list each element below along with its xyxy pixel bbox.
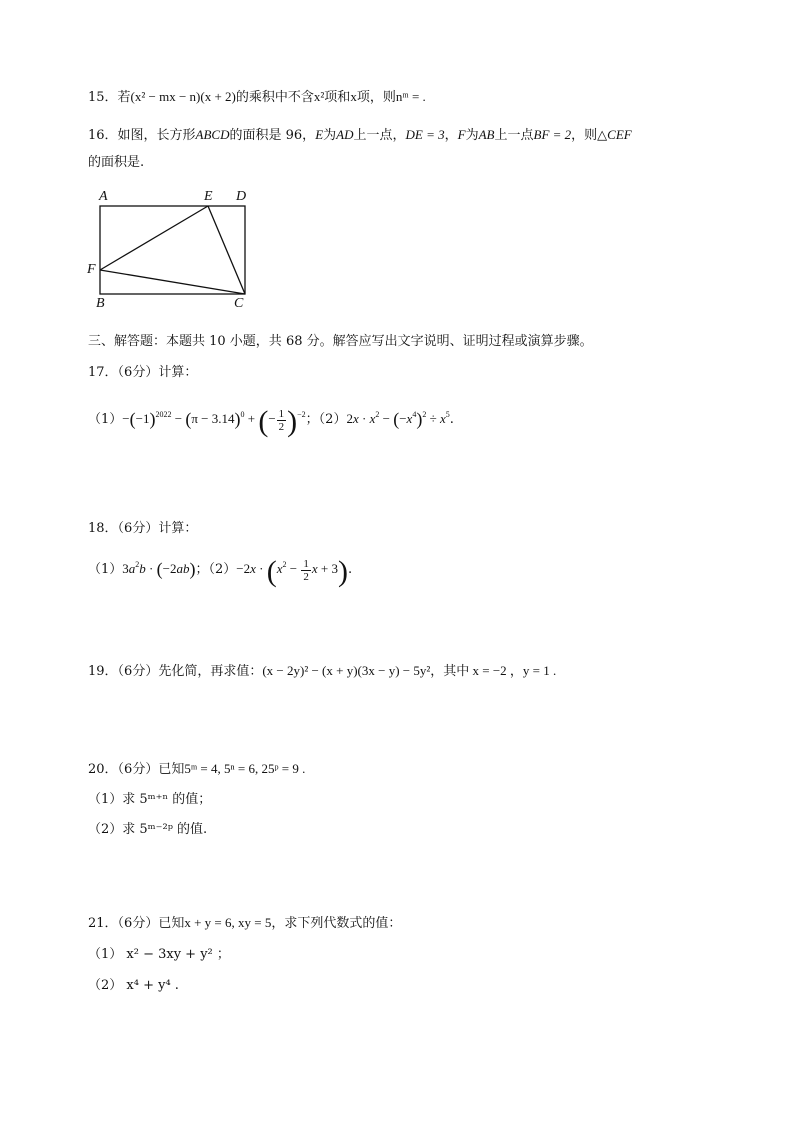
q17-end: . — [449, 412, 454, 427]
q16-text-2: 为 — [323, 128, 337, 143]
label-d: D — [236, 189, 247, 204]
q16-text-6: 上一点 — [494, 128, 534, 143]
segment-fe — [100, 206, 208, 270]
q20-condition: 5ᵐ = 4, 5ⁿ = 6, 25ᵖ = 9 . — [184, 761, 306, 776]
q20-sub-1: （1）求 5ᵐ⁺ⁿ 的值； — [88, 792, 212, 807]
q17-part-1-label: （1） — [88, 412, 123, 427]
q18-end: . — [347, 562, 353, 577]
q16-text-1: 的面积是 96， — [229, 128, 316, 143]
q21-tail: ，求下列代数式的值： — [271, 916, 402, 931]
label-a: A — [99, 189, 108, 204]
q16-ad: AD — [336, 127, 354, 142]
rectangle-abcd — [100, 206, 245, 294]
question-19 — [88, 662, 556, 681]
label-e: E — [204, 189, 213, 204]
q17-title: 17．（6分）计算： — [88, 365, 198, 380]
q21-sub-2: （2） x⁴ + y⁴ . — [88, 978, 179, 993]
q16-de: DE = 3 — [405, 127, 445, 142]
q16-text-5: 为 — [465, 128, 479, 143]
q20-title: 20．（6分）已知 — [88, 762, 185, 777]
question-20 — [88, 760, 305, 779]
q15-x2: x² — [313, 89, 325, 104]
q16-line-2: 的面积是. — [88, 155, 145, 170]
section-3-heading: 三、解答题：本题共 10 小题，共 68 分。解答应写出文字说明、证明过程或演算步骤。 — [88, 334, 593, 349]
q19-expression: (x − 2y)² − (x + y)(3x − y) − 5y² — [262, 663, 431, 678]
q15-end: 项，则 — [356, 90, 396, 105]
q15-and: 项和 — [324, 90, 351, 105]
q18-title: 18．（6分）计算： — [88, 521, 198, 536]
q19-title: 19．（6分）先化简，再求值： — [88, 664, 263, 679]
q18-expression: $(1)3a^2b \cdot (-2ab)$；$(2)-2x \cdot (x^2$ − $\frac{1}{2}$ x + 3). — [88, 555, 353, 588]
q16-e: E — [315, 127, 324, 142]
q15-text: 的乘积中不含 — [235, 90, 314, 105]
label-c: C — [234, 296, 244, 311]
q16-number: 16．如图，长方形 — [88, 128, 196, 143]
q16-text-3: 上一点， — [353, 128, 406, 143]
q21-sub-1: （1） x² − 3xy + y² ； — [88, 947, 230, 962]
q19-condition: ，其中 x = −2 ，y = 1 . — [430, 663, 557, 678]
label-f: F — [87, 262, 96, 277]
question-15 — [88, 88, 426, 107]
segment-fc — [100, 270, 245, 294]
segment-ec — [208, 206, 245, 294]
q17-part-2-label: ；（2） — [305, 412, 347, 427]
q16-ab: AB — [478, 127, 495, 142]
q15-number: 15．若 — [88, 90, 131, 105]
q15-nm: nᵐ — [395, 89, 409, 104]
q17-expression: $(1)-(-1)^{2022} - (\pi - 3.14)^0$ + (− $\frac{1}{2}$ )$^{-2}$；$(2)2x \cdot x^2 - (-x^4)^2 \div x^5$. — [88, 405, 454, 438]
q16-bf: BF = 2 — [533, 127, 572, 142]
q21-condition: x + y = 6, xy = 5 — [184, 915, 272, 930]
q15-expression: (x² − mx − n)(x + 2) — [130, 89, 236, 104]
q16-cef: CEF — [607, 127, 632, 142]
question-21 — [88, 914, 401, 933]
label-b: B — [96, 296, 105, 311]
q21-title: 21．（6分）已知 — [88, 916, 185, 931]
q15-tail: = . — [408, 89, 426, 104]
q16-f: F — [457, 127, 466, 142]
q20-sub-2: （2）求 5ᵐ⁻²ᵖ 的值. — [88, 822, 208, 837]
q16-abcd: ABCD — [195, 127, 230, 142]
question-16 — [88, 126, 632, 145]
q16-text-7: ，则△ — [571, 128, 608, 143]
q16-text-4: ， — [444, 128, 458, 143]
q15-x: x — [350, 89, 357, 104]
q18-part-1-label: （1） — [88, 562, 123, 577]
q18-part-2-label: ；（2） — [195, 562, 237, 577]
